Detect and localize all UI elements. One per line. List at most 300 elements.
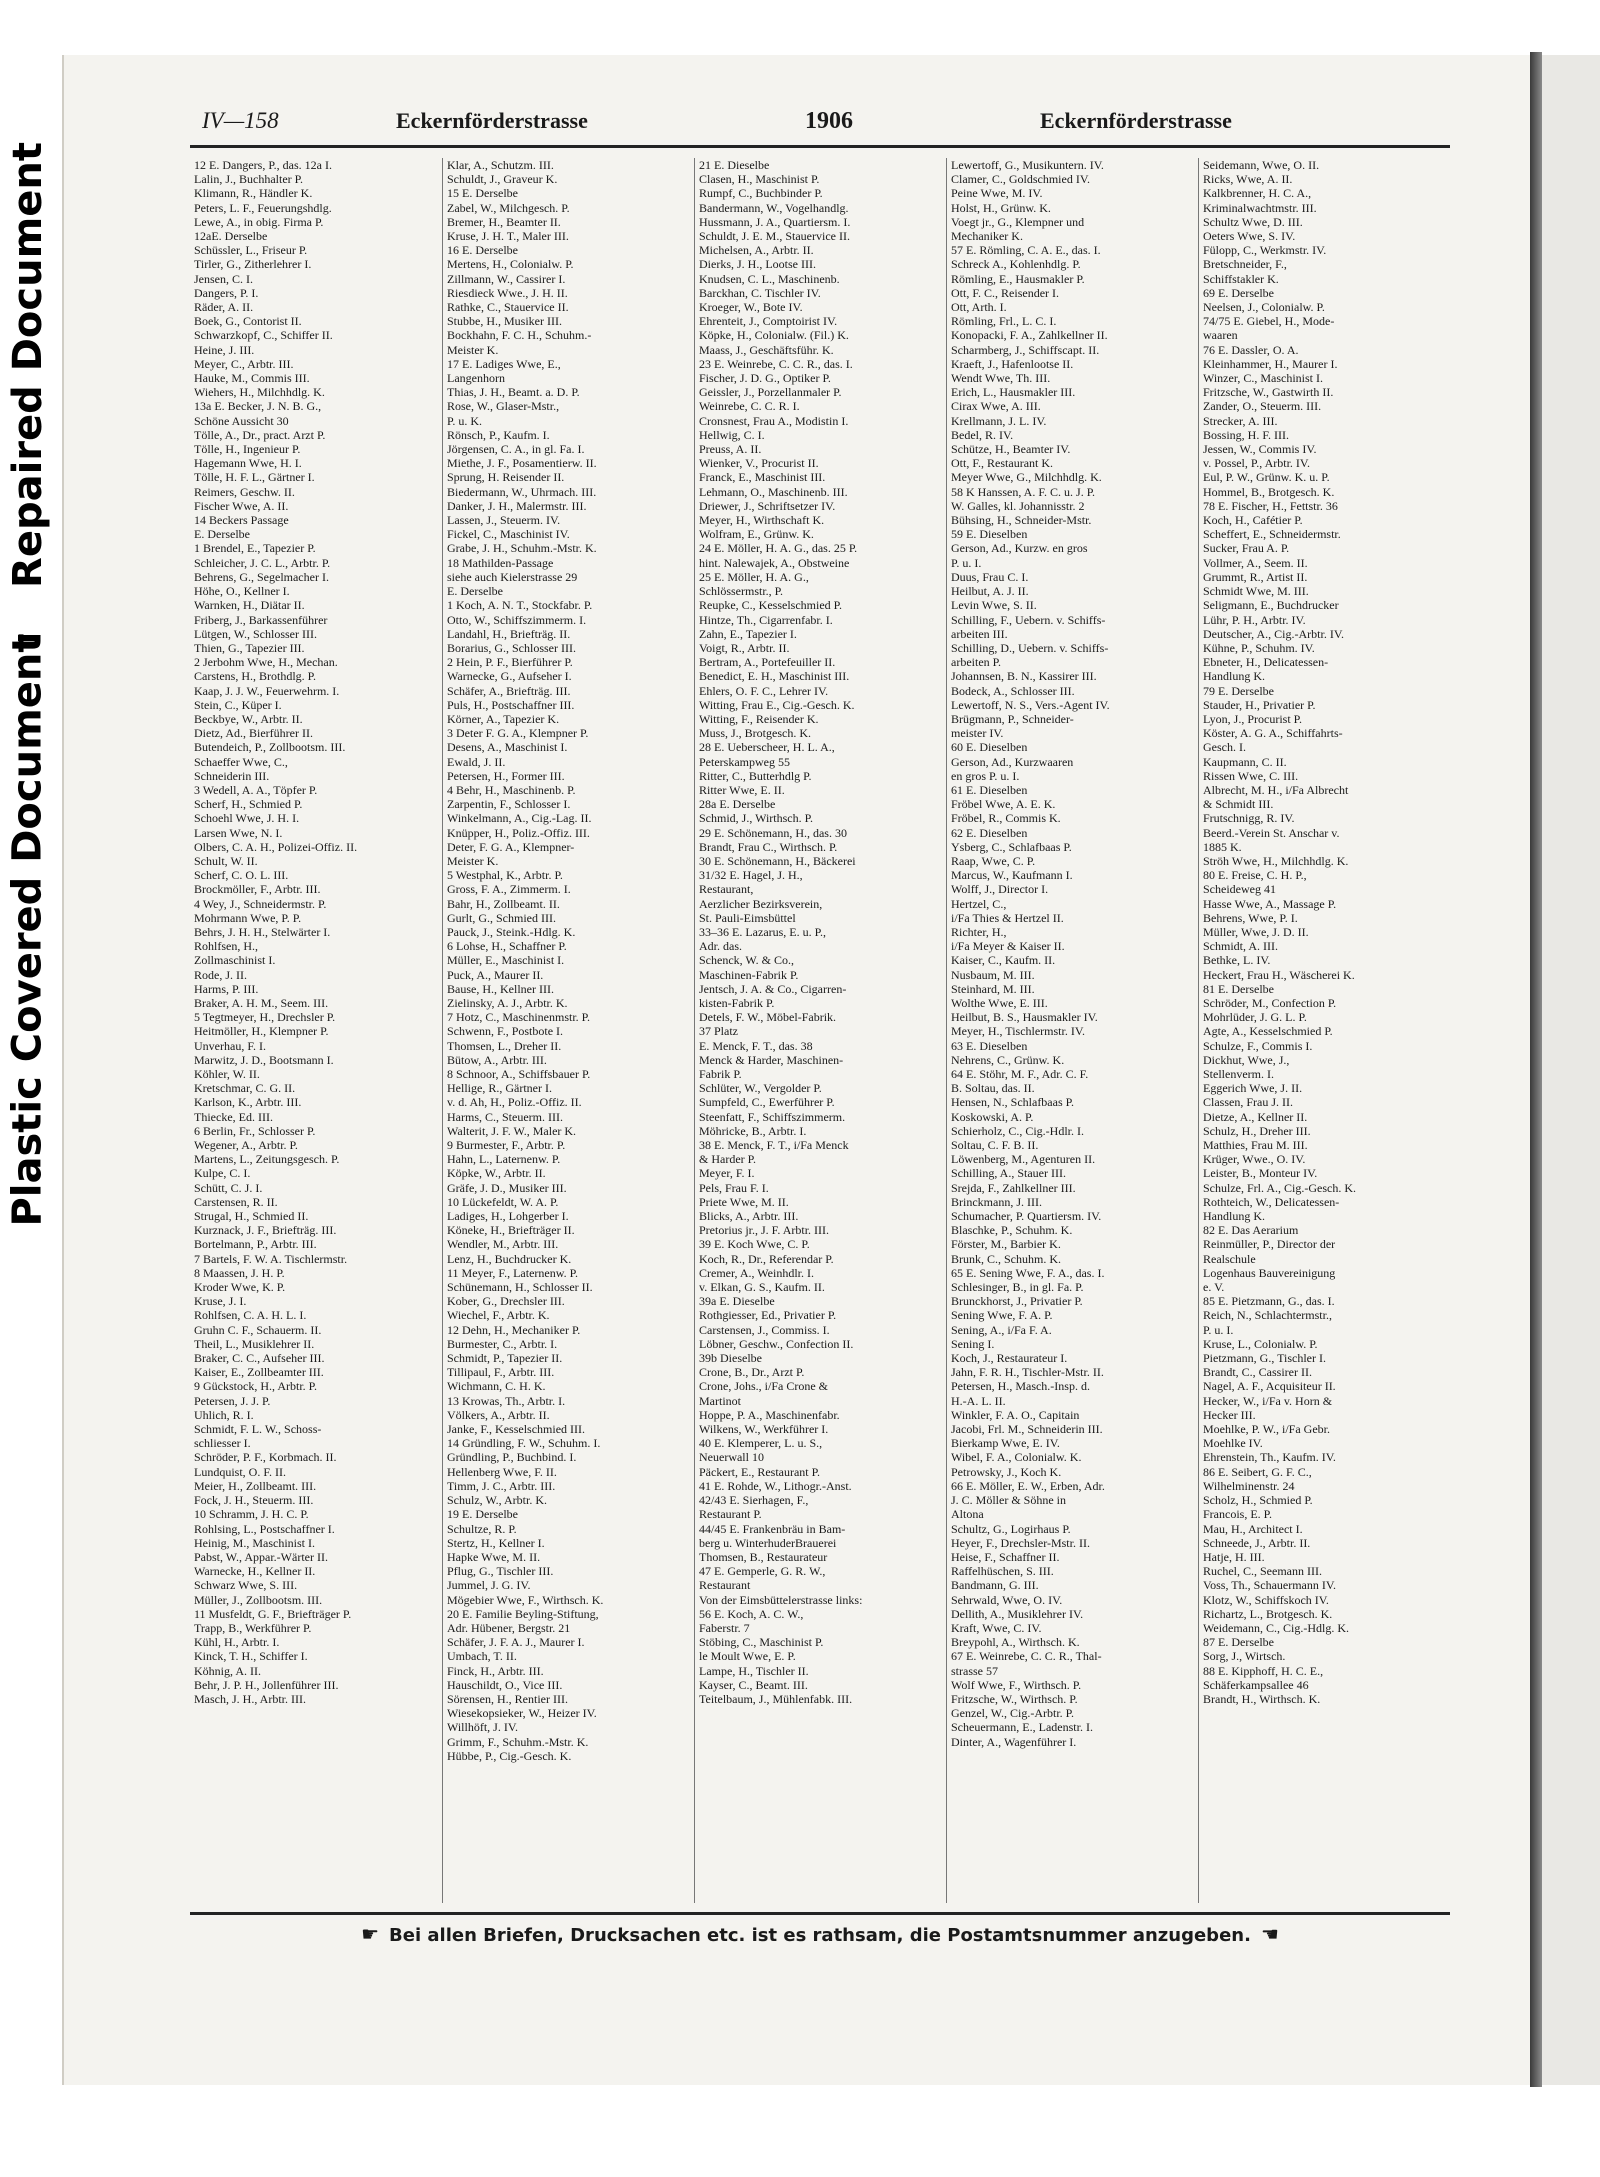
directory-entry: Burmester, C., Arbtr. I. — [447, 1336, 558, 1351]
directory-entry: Steinhard, M. III. — [951, 981, 1035, 996]
directory-entry: Barckhan, C. Tischler IV. — [699, 285, 821, 300]
directory-entry: Lenz, H., Buchdrucker K. — [447, 1251, 572, 1266]
directory-entry: Warnken, H., Diätar II. — [194, 598, 305, 613]
directory-entry: Realschule — [1203, 1251, 1256, 1266]
directory-entry: waaren — [1203, 328, 1238, 343]
directory-entry: Schulz, H., Dreher III. — [1203, 1123, 1311, 1138]
directory-entry: 4 Behr, H., Maschinenb. P. — [447, 782, 576, 797]
directory-entry: Breypohl, A., Wirthsch. K. — [951, 1635, 1080, 1650]
directory-entry: Rathke, C., Stauervice II. — [447, 300, 569, 315]
directory-entry: Erich, L., Hausmakler III. — [951, 385, 1076, 400]
directory-entry: Römling, Frl., L. C. I. — [951, 314, 1057, 329]
directory-entry: Schütt, C. J. I. — [194, 1180, 263, 1195]
directory-entry: Uhlich, R. I. — [194, 1407, 254, 1422]
directory-entry: 2 Hein, P. F., Bierführer P. — [447, 655, 573, 670]
directory-entry: Köhler, W. II. — [194, 1067, 260, 1081]
directory-entry: Koch, R., Dr., Referendar P. — [699, 1251, 834, 1266]
directory-entry: Hecker III. — [1203, 1407, 1256, 1422]
directory-entry: Bedel, R. IV. — [951, 427, 1014, 442]
directory-entry: Jensen, C. I. — [194, 271, 253, 286]
directory-entry: Meyer, C., Arbtr. III. — [194, 356, 294, 371]
directory-entry: Gründling, P., Buchbind. I. — [447, 1450, 577, 1465]
directory-entry: Lühr, P. H., Arbtr. IV. — [1203, 612, 1306, 627]
directory-entry: Gesch. I. — [1203, 740, 1246, 755]
directory-entry: 58 K Hanssen, A. F. C. u. J. P. — [951, 484, 1096, 499]
directory-entry: Lampe, H., Tischler II. — [699, 1663, 809, 1678]
directory-entry: arbeiten III. — [951, 626, 1008, 641]
directory-entry: Fritzsche, W., Wirthsch. P. — [951, 1691, 1078, 1706]
directory-entry: Scherf, C. O. L. III. — [194, 868, 289, 883]
directory-entry: Römling, E., Hausmakler P. — [951, 271, 1085, 286]
directory-entry: 8 Maassen, J. H. P. — [194, 1265, 285, 1280]
directory-entry: Tillipaul, F., Arbtr. III. — [447, 1365, 555, 1380]
directory-entry: Schüssler, L., Friseur P. — [194, 243, 308, 258]
directory-entry: Hauschildt, O., Vice III. — [447, 1677, 563, 1692]
directory-entry: Koskowski, A. P. — [951, 1109, 1034, 1124]
directory-entry: Behr, J. P. H., Jollenführer III. — [194, 1677, 339, 1692]
directory-entry: Bremer, H., Beamter II. — [447, 214, 561, 229]
page-header — [80, 108, 1450, 138]
directory-entry: Michelsen, A., Arbtr. II. — [699, 243, 814, 258]
directory-entry: Willhöft, J. IV. — [447, 1720, 518, 1735]
directory-entry: Adr. das. — [699, 939, 742, 954]
footer-notice — [190, 1922, 1450, 1946]
directory-entry: Peterskampweg 55 — [699, 754, 790, 769]
directory-entry: Strecker, A. III. — [1203, 413, 1278, 428]
directory-entry: arbeiten P. — [951, 655, 1001, 670]
directory-entry: P. u. K. — [447, 413, 483, 428]
directory-entry: Stellenverm. I. — [1203, 1067, 1274, 1081]
directory-entry: Sörensen, H., Rentier III. — [447, 1691, 568, 1706]
directory-entry: Sorg, J., Wirtsch. — [1203, 1649, 1286, 1664]
directory-entry: Klotz, W., Schiffskoch IV. — [1203, 1592, 1329, 1607]
directory-entry: Blaschke, P., Schuhm. K. — [951, 1223, 1073, 1238]
directory-entry: Driewer, J., Schriftsetzer IV. — [699, 498, 836, 513]
directory-entry: Schwarzkopf, C., Schiffer II. — [194, 328, 333, 343]
directory-entry: Tirler, G., Zitherlehrer I. — [194, 257, 312, 272]
directory-entry: 13 Krowas, Th., Arbtr. I. — [447, 1393, 566, 1408]
directory-entry: Möhricke, B., Arbtr. I. — [699, 1123, 807, 1138]
directory-entry: Friberg, J., Barkassenführer — [194, 612, 328, 627]
directory-entry: Kroeger, W., Bote IV. — [699, 300, 803, 315]
directory-entry: Schilling, A., Stauer III. — [951, 1166, 1066, 1181]
directory-entry: Miethe, J. F., Posamentierw. II. — [447, 456, 597, 471]
page-edge-shadow — [1530, 52, 1542, 2087]
directory-entry: E. Menck, F. T., das. 38 — [699, 1038, 813, 1053]
directory-entry: Handlung K. — [1203, 1209, 1265, 1224]
directory-entry: Grimm, F., Schuhm.-Mstr. K. — [447, 1734, 589, 1749]
directory-entry: Wilkens, W., Werkführer I. — [699, 1422, 829, 1437]
directory-entry: Jentsch, J. A. & Co., Cigarren- — [699, 981, 847, 996]
directory-entry: Päckert, E., Restaurant P. — [699, 1464, 820, 1479]
directory-entry: Zielinsky, A. J., Arbtr. K. — [447, 995, 568, 1010]
directory-entry: Schäferkampsallee 46 — [1203, 1677, 1309, 1692]
directory-entry: Maass, J., Geschäftsführ. K. — [699, 342, 834, 357]
directory-entry: Schneede, J., Arbtr. II. — [1203, 1535, 1311, 1550]
directory-entry: Schlüter, W., Vergolder P. — [699, 1081, 822, 1096]
directory-entry: Pietzmann, G., Tischler I. — [1203, 1351, 1326, 1366]
directory-entry: Peine Wwe, M. IV. — [951, 186, 1043, 201]
directory-entry: 14 Gründling, F. W., Schuhm. I. — [447, 1436, 601, 1451]
directory-entry: Mau, H., Architect I. — [1203, 1521, 1303, 1536]
directory-entry: Hussmann, J. A., Quartiersm. I. — [699, 214, 851, 229]
directory-entry: Schultz Wwe, D. III. — [1203, 214, 1303, 229]
directory-entry: Schleicher, J. C. L., Arbtr. P. — [194, 555, 331, 570]
directory-entry: Restaurant — [699, 1578, 751, 1593]
directory-entry: v. Elkan, G. S., Kaufm. II. — [699, 1280, 825, 1295]
directory-entry: 61 E. Dieselben — [951, 782, 1028, 797]
directory-entry: berg u. WinterhuderBrauerei — [699, 1535, 837, 1550]
directory-entry: Ewald, J. II. — [447, 754, 506, 769]
directory-entry: Kaap, J. J. W., Feuerwehrm. I. — [194, 683, 340, 698]
directory-entry: Fritzsche, W., Gastwirth II. — [1203, 385, 1334, 400]
directory-entry: Wiesekopsieker, W., Heizer IV. — [447, 1706, 597, 1721]
directory-column-3 — [694, 158, 946, 1903]
directory-entry: Moehlke IV. — [1203, 1436, 1263, 1451]
directory-entry: Bahr, H., Zollbeamt. II. — [447, 896, 560, 911]
directory-entry: Rothteich, W., Delicatessen- — [1203, 1194, 1340, 1209]
directory-entry: Rose, W., Glaser-Mstr., — [447, 399, 560, 414]
directory-entry: Warnecke, H., Kellner II. — [194, 1564, 316, 1579]
footer-text: Bei allen Briefen, Drucksachen etc. ist es rathsam, die Postamtsnummer anzugeben. — [389, 1925, 1251, 1946]
directory-entry: Schneiderin III. — [194, 768, 270, 783]
directory-entry: Scherf, H., Schmied P. — [194, 797, 303, 812]
directory-entry: Petersen, H., Masch.-Insp. d. — [951, 1379, 1090, 1394]
directory-entry: 3 Wedell, A. A., Töpfer P. — [194, 782, 318, 797]
directory-entry: Schäfer, J. F. A. J., Maurer I. — [447, 1635, 585, 1650]
directory-entry: 3 Deter F. G. A., Klempner P. — [447, 726, 589, 741]
directory-entry: Schmidt, P., Tapezier II. — [447, 1351, 563, 1366]
directory-entry: Larsen Wwe, N. I. — [194, 825, 283, 840]
directory-entry: Brandt, Frau C., Wirthsch. P. — [699, 839, 838, 854]
directory-entry: Restaurant, — [699, 882, 754, 897]
directory-entry: Sprung, H. Reisender II. — [447, 470, 565, 485]
directory-entry: Grabe, J. H., Schuhm.-Mstr. K. — [447, 541, 597, 556]
directory-entry: Heilbut, B. S., Hausmakler IV. — [951, 1010, 1098, 1025]
directory-entry: Hellige, R., Gärtner I. — [447, 1081, 552, 1096]
directory-entry: Tölle, H., Ingenieur P. — [194, 442, 301, 457]
directory-entry: Eggerich Wwe, J. II. — [1203, 1081, 1303, 1096]
directory-entry: Detels, F. W., Möbel-Fabrik. — [699, 1010, 837, 1025]
directory-entry: Kroder Wwe, K. P. — [194, 1280, 286, 1295]
directory-entry: 88 E. Kipphoff, H. C. E., — [1203, 1663, 1324, 1678]
directory-entry: Biedermann, W., Uhrmach. III. — [447, 484, 597, 499]
directory-entry: Francois, E. P. — [1203, 1507, 1272, 1522]
repaired-document-text: Repaired Document — [5, 142, 51, 588]
directory-entry: en gros P. u. I. — [951, 768, 1020, 783]
directory-entry: Schütze, H., Beamter IV. — [951, 442, 1071, 457]
directory-entry: Heine, J. III. — [194, 342, 255, 357]
directory-entry: Köpke, H., Colonialw. (Fil.) K. — [699, 328, 849, 343]
directory-entry: Brunk, C., Schuhm. K. — [951, 1251, 1062, 1266]
directory-entry: Voss, Th., Schauermann IV. — [1203, 1578, 1336, 1593]
directory-entry: Rönsch, P., Kaufm. I. — [447, 427, 550, 442]
directory-entry: 1885 K. — [1203, 839, 1242, 854]
directory-entry: Riesdieck Wwe., J. H. II. — [447, 285, 568, 300]
directory-entry: v. d. Ah, H., Poliz.-Offiz. II. — [447, 1095, 582, 1110]
directory-entry: Köhnig, A. II. — [194, 1663, 261, 1678]
directory-entry: Schultz, G., Logirhaus P. — [951, 1521, 1071, 1536]
directory-entry: 1 Brendel, E., Tapezier P. — [194, 541, 316, 556]
directory-entry: 10 Schramm, J. H. C. P. — [194, 1507, 309, 1522]
directory-entry: 11 Meyer, F., Laternenw. P. — [447, 1265, 578, 1280]
directory-entry: 8 Schnoor, A., Schiffsbauer P. — [447, 1067, 591, 1081]
directory-entry: Heinig, M., Maschinist I. — [194, 1535, 315, 1550]
directory-entry: & Schmidt III. — [1203, 797, 1274, 812]
directory-entry: i/Fa Thies & Hertzel II. — [951, 910, 1064, 925]
directory-entry: 15 E. Derselbe — [447, 186, 518, 201]
directory-entry: W. Galles, kl. Johannisstr. 2 — [951, 498, 1085, 513]
plastic-covered-label — [0, 633, 56, 1227]
directory-entry: 62 E. Dieselben — [951, 825, 1028, 840]
directory-entry: Crone, B., Dr., Arzt P. — [699, 1365, 805, 1380]
directory-entry: Stöbing, C., Maschinist P. — [699, 1635, 824, 1650]
directory-entry: Pauck, J., Steink.-Hdlg. K. — [447, 924, 576, 939]
directory-entry: Umbach, T. II. — [447, 1649, 517, 1664]
directory-entry: Pretorius jr., J. F. Arbtr. III. — [699, 1223, 830, 1238]
directory-entry: Lewertoff, G., Musikuntern. IV. — [951, 158, 1104, 172]
directory-entry: Thias, J. H., Beamt. a. D. P. — [447, 385, 580, 400]
directory-entry: Ott, F., Restaurant K. — [951, 456, 1054, 471]
directory-entry: Altona — [951, 1507, 984, 1522]
directory-entry: Rothgiesser, Ed., Privatier P. — [699, 1308, 837, 1323]
directory-entry: Scharmberg, J., Schiffscapt. II. — [951, 342, 1100, 357]
pointing-hand-right-icon: ☚ — [1260, 1922, 1279, 1946]
directory-entry: Seligmann, E., Buchdrucker — [1203, 598, 1339, 613]
directory-entry: Hauke, M., Commis III. — [194, 371, 310, 386]
directory-entry: Olbers, C. A. H., Polizei-Offiz. II. — [194, 839, 358, 854]
directory-entry: Schumacher, P. Quartiersm. IV. — [951, 1209, 1102, 1224]
directory-entry: Walterit, J. F. W., Maler K. — [447, 1123, 577, 1138]
directory-entry: Lewe, A., in obig. Firma P. — [194, 214, 324, 229]
directory-entry: Schmidt Wwe, M. III. — [1203, 584, 1309, 599]
directory-entry: Schoehl Wwe, J. H. I. — [194, 811, 300, 826]
directory-entry: Langenhorn — [447, 371, 505, 386]
directory-entry: Höhe, O., Kellner I. — [194, 584, 290, 599]
directory-entry: Hapke Wwe, M. II. — [447, 1549, 541, 1564]
directory-entry: Ehrenteit, J., Comptoirist IV. — [699, 314, 838, 329]
directory-entry: Müller, J., Zollbootsm. III. — [194, 1592, 323, 1607]
directory-entry: Köpke, W., Arbtr. II. — [447, 1166, 546, 1181]
directory-entry: Müller, E., Maschinist I. — [447, 953, 565, 968]
directory-entry: Lütgen, W., Schlosser III. — [194, 626, 317, 641]
directory-entry: Jörgensen, C. A., in gl. Fa. I. — [447, 442, 585, 457]
directory-entry: Benedict, E. H., Maschinist III. — [699, 669, 850, 684]
directory-entry: Masch, J. H., Arbtr. III. — [194, 1691, 306, 1706]
directory-entry: Voigt, R., Arbtr. II. — [699, 640, 790, 655]
directory-entry: Schwenn, F., Postbote I. — [447, 1024, 564, 1039]
next-page-edge — [1542, 55, 1600, 2085]
directory-entry: 41 E. Rohde, W., Lithogr.-Anst. — [699, 1478, 852, 1493]
directory-entry: E. Derselbe — [447, 584, 503, 599]
directory-entry: Cirax Wwe, A. III. — [951, 399, 1041, 414]
directory-entry: & Harder P. — [699, 1152, 756, 1167]
directory-entry: Fabrik P. — [699, 1067, 742, 1081]
directory-entry: Wilhelminenstr. 24 — [1203, 1478, 1295, 1493]
directory-entry: Förster, M., Barbier K. — [951, 1237, 1061, 1252]
directory-entry: Petersen, J. J. P. — [194, 1393, 271, 1408]
directory-entry: Bodeck, A., Schlosser III. — [951, 683, 1075, 698]
directory-entry: Ritter Wwe, E. II. — [699, 782, 785, 797]
directory-entry: 16 E. Derselbe — [447, 243, 518, 258]
directory-entry: Löbner, Geschw., Confection II. — [699, 1336, 854, 1351]
directory-entry: Zander, O., Steuerm. III. — [1203, 399, 1322, 414]
directory-entry: Konopacki, F. A., Zahlkellner II. — [951, 328, 1108, 343]
directory-entry: Schulze, Frl. A., Cig.-Gesch. K. — [1203, 1180, 1356, 1195]
directory-entry: Bossing, H. F. III. — [1203, 427, 1290, 442]
directory-entry: Köneke, H., Briefträger II. — [447, 1223, 575, 1238]
directory-entry: 24 E. Möller, H. A. G., das. 25 P. — [699, 541, 858, 556]
directory-entry: Rohlfsen, C. A. H. L. I. — [194, 1308, 307, 1323]
directory-entry: Brandt, H., Wirthsch. K. — [1203, 1691, 1321, 1706]
directory-entry: Dietze, A., Kellner II. — [1203, 1109, 1308, 1124]
directory-entry: Hertzel, C., — [951, 896, 1007, 911]
directory-entry: Crone, Johs., i/Fa Crone & — [699, 1379, 828, 1394]
directory-entry: Neuerwall 10 — [699, 1450, 764, 1465]
directory-entry: Kaiser, E., Zollbeamter III. — [194, 1365, 324, 1380]
directory-entry: Fröbel Wwe, A. E. K. — [951, 797, 1056, 812]
directory-entry: Kruse, L., Colonialw. P. — [1203, 1336, 1318, 1351]
directory-entry: Fülopp, C., Werkmstr. IV. — [1203, 243, 1327, 258]
directory-entry: Cremer, A., Weinhdlr. I. — [699, 1265, 814, 1280]
directory-entry: Weinrebe, C. C. R. I. — [699, 399, 800, 414]
directory-entry: Mohrlüder, J. G. L. P. — [1203, 1010, 1307, 1025]
plastic-covered-text: Plastic Covered Document — [5, 633, 51, 1227]
directory-entry: 10 Lückefeldt, W. A. P. — [447, 1194, 559, 1209]
directory-entry: Marcus, W., Kaufmann I. — [951, 868, 1073, 883]
directory-entry: 7 Bartels, F. W. A. Tischlermstr. — [194, 1251, 348, 1266]
directory-entry: Danker, J. H., Malermstr. III. — [447, 498, 587, 513]
directory-entry: 40 E. Klemperer, L. u. S., — [699, 1436, 823, 1451]
pointing-hand-left-icon: ☛ — [361, 1922, 380, 1946]
directory-entry: 2 Jerbohm Wwe, H., Mechan. — [194, 655, 338, 670]
directory-entry: Meyer, F. I. — [699, 1166, 755, 1181]
directory-entry: Timm, J. C., Arbtr. III. — [447, 1478, 556, 1493]
directory-entry: Seidemann, Wwe, O. II. — [1203, 158, 1320, 172]
directory-entry: Wolf Wwe, F., Wirthsch. P. — [951, 1677, 1082, 1692]
directory-entry: Raap, Wwe, C. P. — [951, 853, 1036, 868]
directory-entry: Koch, H., Cafétier P. — [1203, 513, 1303, 528]
directory-entry: Fock, J. H., Steuerm. III. — [194, 1493, 314, 1508]
directory-entry: Schünemann, H., Schlosser II. — [447, 1280, 593, 1295]
directory-entry: Sening Wwe, F. A. P. — [951, 1308, 1053, 1323]
directory-entry: Unverhau, F. I. — [194, 1038, 267, 1053]
directory-entry: Schmid, J., Wirthsch. P. — [699, 811, 813, 826]
directory-entry: Meyer, H., Tischlermstr. IV. — [951, 1024, 1085, 1039]
directory-entry: Bierkamp Wwe, E. IV. — [951, 1436, 1060, 1451]
directory-entry: Hatje, H. III. — [1203, 1549, 1265, 1564]
directory-entry: St. Pauli-Eimsbüttel — [699, 910, 796, 925]
directory-entry: 12aE. Derselbe — [194, 229, 268, 244]
directory-entry: Lehmann, O., Maschinenb. III. — [699, 484, 848, 499]
directory-entry: Martinot — [699, 1393, 741, 1408]
directory-entry: Bethke, L. IV. — [1203, 953, 1271, 968]
directory-entry: 7 Hotz, C., Maschinenmstr. P. — [447, 1010, 590, 1025]
directory-entry: Fischer Wwe, A. II. — [194, 498, 289, 513]
directory-entry: Zarpentin, F., Schlosser I. — [447, 797, 571, 812]
directory-entry: Klimann, R., Händler K. — [194, 186, 313, 201]
directory-entry: Srejda, F., Zahlkellner III. — [951, 1180, 1076, 1195]
directory-entry: Ehrenstein, Th., Kaufm. IV. — [1203, 1450, 1336, 1465]
directory-entry: Heyer, F., Drechsler-Mstr. II. — [951, 1535, 1090, 1550]
directory-entry: Krellmann, J. L. IV. — [951, 413, 1047, 428]
directory-entry: 42/43 E. Sierhagen, F., — [699, 1493, 809, 1508]
directory-entry: 37 Platz — [699, 1024, 738, 1039]
directory-entry: Borarius, G., Schlosser III. — [447, 640, 576, 655]
directory-entry: Muss, J., Brotgesch. K. — [699, 726, 812, 741]
directory-entry: 69 E. Derselbe — [1203, 285, 1274, 300]
directory-entry: Kühl, H., Arbtr. I. — [194, 1635, 280, 1650]
directory-entry: Martens, L., Zeitungsgesch. P. — [194, 1152, 340, 1167]
directory-entry: Agte, A., Kesselschmied P. — [1203, 1024, 1333, 1039]
directory-entry: Reinmüller, P., Director der — [1203, 1237, 1336, 1252]
directory-entry: 81 E. Derselbe — [1203, 981, 1274, 996]
directory-entry: Meyer, H., Wirthschaft K. — [699, 513, 825, 528]
directory-entry: B. Soltau, das. II. — [951, 1081, 1035, 1096]
directory-entry: Schlesinger, B., in gl. Fa. P. — [951, 1280, 1084, 1295]
directory-entry: Jacobi, Frl. M., Schneiderin III. — [951, 1422, 1103, 1437]
directory-entry: Restaurant P. — [699, 1507, 762, 1522]
directory-entry: Zollmaschinist I. — [194, 953, 276, 968]
directory-entry: Meier, H., Zollbeamt. III. — [194, 1478, 317, 1493]
directory-entry: Schilling, D., Uebern. v. Schiffs- — [951, 640, 1109, 655]
directory-entry: Ströh Wwe, H., Milchhdlg. K. — [1203, 853, 1349, 868]
directory-entry: Braker, C. C., Aufseher III. — [194, 1351, 325, 1366]
directory-entry: Schultze, R. P. — [447, 1521, 517, 1536]
directory-columns — [190, 158, 1450, 1903]
directory-entry: Duus, Frau C. I. — [951, 569, 1029, 584]
directory-entry: Beerd.-Verein St. Anschar v. — [1203, 825, 1340, 840]
directory-entry: Moehlke, P. W., i/Fa Gebr. — [1203, 1422, 1331, 1437]
directory-entry: Fröbel, R., Commis K. — [951, 811, 1061, 826]
directory-entry: Gross, F. A., Zimmerm. I. — [447, 882, 571, 897]
directory-entry: Rohlfsen, H., — [194, 939, 258, 954]
directory-entry: Carstens, H., Brothdlg. P. — [194, 669, 317, 684]
directory-entry: Neelsen, J., Colonialw. P. — [1203, 300, 1325, 315]
directory-entry: Weidemann, C., Cig.-Hdlg. K. — [1203, 1620, 1350, 1635]
directory-entry: Wienker, V., Procurist II. — [699, 456, 819, 471]
directory-entry: 39 E. Koch Wwe, C. P. — [699, 1237, 810, 1252]
directory-entry: Schulz, W., Arbtr. K. — [447, 1493, 548, 1508]
directory-entry: 78 E. Fischer, H., Fettstr. 36 — [1203, 498, 1338, 513]
directory-entry: Heilbut, A. J. II. — [951, 584, 1029, 599]
directory-entry: Hellwig, C. I. — [699, 427, 765, 442]
directory-entry: Hoppe, P. A., Maschinenfabr. — [699, 1407, 840, 1422]
directory-entry: schliesser I. — [194, 1436, 251, 1451]
directory-entry: Wendt Wwe, Th. III. — [951, 371, 1051, 386]
directory-entry: Wibel, F. A., Colonialw. K. — [951, 1450, 1082, 1465]
directory-entry: Hellenberg Wwe, F. II. — [447, 1464, 557, 1479]
directory-entry: Petersen, H., Former III. — [447, 768, 565, 783]
directory-entry: 28a E. Derselbe — [699, 797, 776, 812]
directory-entry: Desens, A., Maschinist I. — [447, 740, 568, 755]
directory-entry: Handlung K. — [1203, 669, 1265, 684]
directory-entry: Scheffert, E., Schneidermstr. — [1203, 527, 1341, 542]
directory-entry: 82 E. Das Aerarium — [1203, 1223, 1299, 1238]
directory-entry: Gräfe, J. D., Musiker III. — [447, 1180, 567, 1195]
directory-entry: Wendler, M., Arbtr. III. — [447, 1237, 559, 1252]
directory-entry: Zahn, E., Tapezier I. — [699, 626, 797, 641]
directory-entry: Karlson, K., Arbtr. III. — [194, 1095, 302, 1110]
directory-entry: Reich, N., Schlachtermstr., — [1203, 1308, 1332, 1323]
directory-entry: Lyon, J., Procurist P. — [1203, 711, 1303, 726]
directory-entry: 5 Westphal, K., Arbtr. P. — [447, 868, 563, 883]
directory-entry: Tölle, A., Dr., pract. Arzt P. — [194, 427, 326, 442]
directory-entry: Puck, A., Maurer II. — [447, 967, 544, 982]
directory-entry: Johannsen, B. N., Kassirer III. — [951, 669, 1097, 684]
directory-entry: Reimers, Geschw. II. — [194, 484, 295, 499]
directory-entry: Soltau, C. F. B. II. — [951, 1138, 1039, 1153]
